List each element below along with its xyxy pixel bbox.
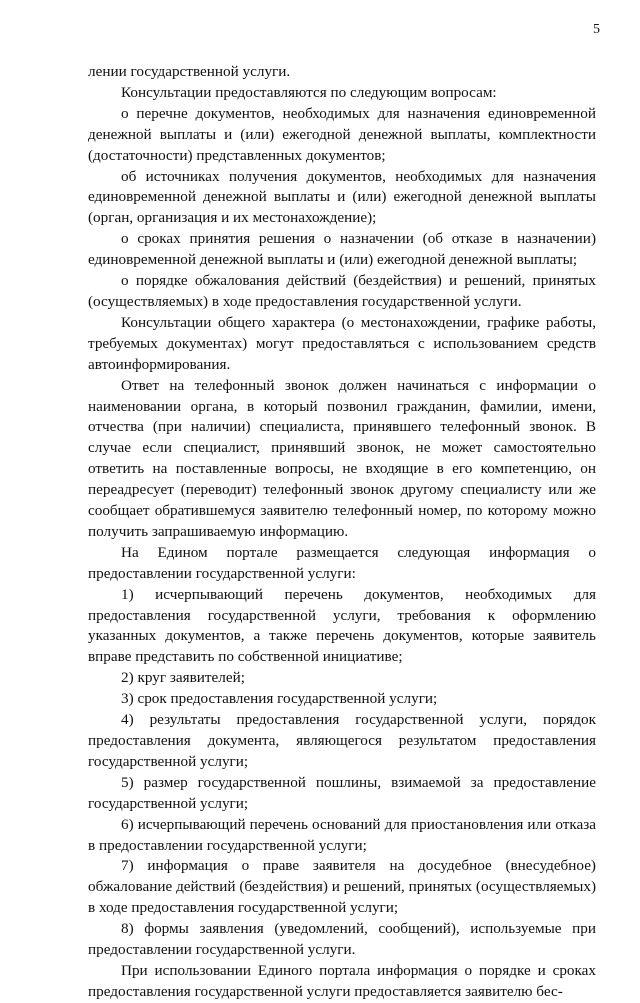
paragraph: о сроках принятия решения о назначении (об отказе в назначении) единовременной денежной выплаты и (или) ежегодной денежной выплаты;	[88, 230, 596, 269]
list-item: 8) формы заявления (уведомлений, сообщений), используемые при предоставлении государственной услуги.	[88, 920, 596, 959]
paragraph: лении государственной услуги.	[88, 63, 291, 80]
list-item: 3) срок предоставления государственной услуги;	[121, 690, 438, 708]
list-item: 6) исчерпывающий перечень оснований для приостановления или отказа в предоставлении государственной услуги;	[88, 815, 596, 854]
list-item: 5) размер государственной пошлины, взимаемой за предоставление государственной услуги;	[88, 773, 596, 812]
list-item: 7) информация о праве заявителя на досудебное (внесудебное) обжалование действий (бездействия) и решений, принятых (осуществляемых) в ходе предоставления государственной услуги;	[88, 857, 596, 917]
paragraph: о перечне документов, необходимых для назначения единовременной денежной выплаты и (или) ежегодной денежной выплаты, комплектности (достаточности) представленных документов;	[88, 104, 596, 164]
paragraph: Ответ на телефонный звонок должен начинаться с информации о наименовании органа, в который позвонил гражданин, фамилии, имени, отчества (при наличии) специалиста, принявшего телефонный звонок. В случае если специалист, принявший звонок, не может самостоятельно ответить на поставленные вопросы, не входящие в его компетенцию, он переадресует (переводит) телефонный звонок другому специалисту или же сообщает обратившемуся заявителю телефонный номер, по которому можно получить запрашиваемую информацию.	[88, 376, 596, 540]
paragraph: Консультации предоставляются по следующим вопросам:	[121, 83, 497, 101]
body-text	[88, 62, 596, 1003]
list-item: 2) круг заявителей;	[121, 669, 245, 687]
paragraph: На Едином портале размещается следующая информация о предоставлении государственной услуги:	[88, 543, 596, 582]
list-item: 4) результаты предоставления государственной услуги, порядок предоставления документа, являющегося результатом предоставления государственной услуги;	[88, 711, 596, 770]
paragraph: Консультации общего характера (о местонахождении, графике работы, требуемых документах) могут предоставляться с использованием средств автоинформирования.	[88, 313, 596, 373]
paragraph: При использовании Единого портала информация о порядке и сроках предоставления государственной услуги предоставляется заявителю бес-	[88, 961, 596, 1000]
paragraph: о порядке обжалования действий (бездействия) и решений, принятых (осуществляемых) в ходе предоставления государственной услуги.	[88, 272, 596, 310]
paragraph: об источниках получения документов, необходимых для назначения единовременной денежной выплаты и (или) ежегодной денежной выплаты (орган, организация и их местонахождение);	[88, 167, 596, 227]
list-item: 1) исчерпывающий перечень документов, необходимых для предоставления государственной услуги, требования к оформлению указанных документов, а также перечень документов, которые заявитель вправе представить по собственной инициативе;	[88, 585, 596, 666]
page-number: 5	[593, 22, 600, 37]
